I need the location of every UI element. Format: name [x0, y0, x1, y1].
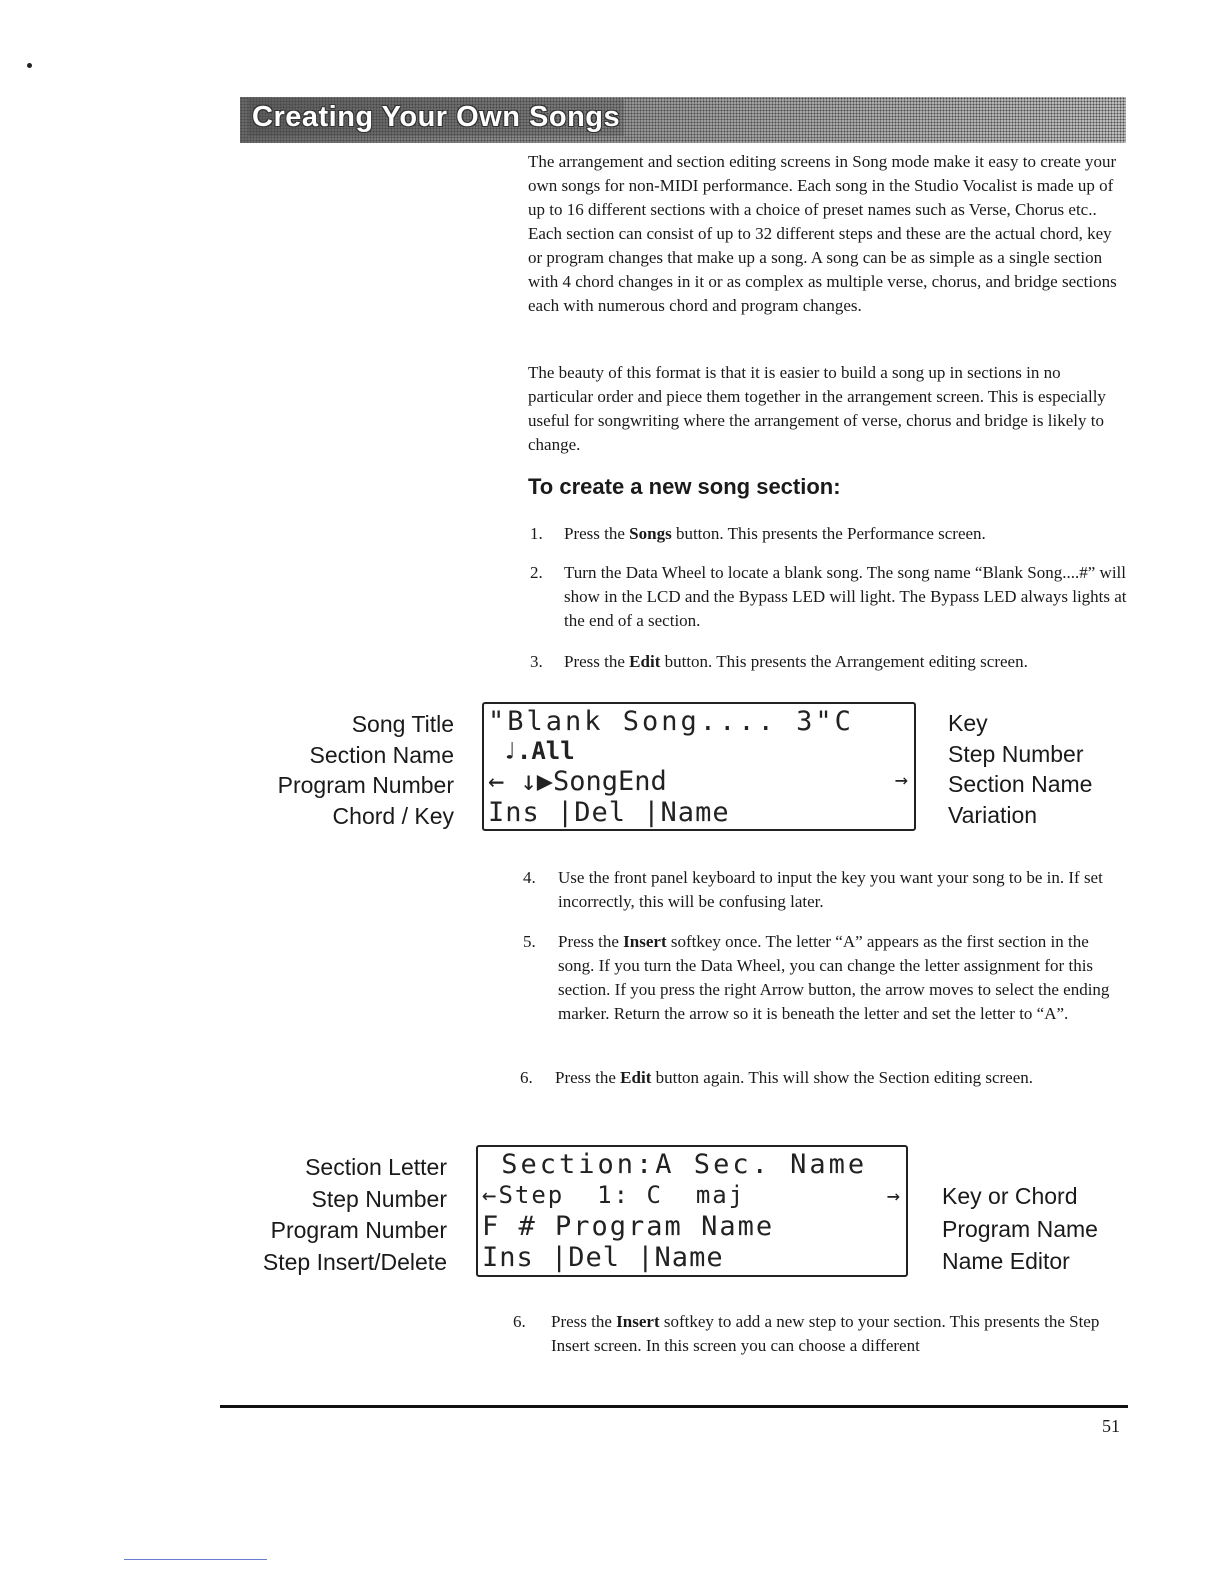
label-key-or-chord: Key or Chord: [942, 1183, 1078, 1209]
label-program-number: Program Number: [270, 1217, 447, 1243]
lcd-line: ←Step 1: C maj: [482, 1181, 746, 1209]
label-step-number: Step Number: [311, 1185, 447, 1212]
label-step-insert-delete: Step Insert/Delete: [262, 1248, 447, 1275]
footer-rule: [220, 1405, 1128, 1408]
lcd2-left-labels: [263, 1152, 447, 1278]
label-program-name: Program Name: [942, 1215, 1098, 1242]
label-key: Key: [948, 710, 988, 736]
lcd2-right-labels: [942, 1180, 1098, 1278]
step-item: 5. Press the Insert softkey once. The letter “A” appears as the first section in the song. If you turn the Data Wheel, you can change the letter assignment for this section. If you press the right Arrow button, the arrow moves to select the ending marker. Return the arrow so it is beneath the letter and set the letter to “A”.: [523, 932, 1110, 1023]
right-arrow-icon: →: [886, 1184, 900, 1209]
step-item: 6. Press the Edit button again. This will show the Section editing screen.: [520, 1068, 1034, 1087]
page-number: 51: [1102, 1416, 1120, 1436]
lcd-line: "Blank Song.... 3"C: [488, 706, 854, 737]
footer-mark: [124, 1559, 267, 1560]
label-name-editor: Name Editor: [942, 1248, 1070, 1274]
page-title: Creating Your Own Songs: [248, 99, 624, 136]
lcd-line: F # Program Name: [482, 1211, 775, 1242]
label-step-number: Step Number: [948, 740, 1084, 767]
lcd1-left-labels: [278, 709, 454, 831]
lcd-arrangement-screen: [482, 702, 916, 831]
label-section-name-right: Section Name: [948, 771, 1093, 797]
step-item: 1. Press the Songs button. This presents the Performance screen.: [530, 524, 986, 543]
intro-paragraph-2: The beauty of this format is that it is easier to build a song up in sections in no particular order and piece them together in the arrangement screen. This is especially useful for songwriting where the arrangement of verse, chorus and bridge is likely to change.: [528, 363, 1106, 454]
label-chord-key: Chord / Key: [332, 802, 454, 829]
section-banner: [240, 97, 1126, 143]
procedure-heading: To create a new song section:: [528, 474, 841, 499]
step-item: 6. Press the Insert softkey to add a new step to your section. This presents the Step Insert screen. In this screen you can choose a different: [513, 1312, 1100, 1355]
step-item: 2. Turn the Data Wheel to locate a blank song. The song name “Blank Song....#” will show in the LCD and the Bypass LED will light. The Bypass LED always lights at the end of a section.: [530, 563, 1127, 630]
label-section-letter: Section Letter: [305, 1154, 447, 1180]
lcd-line: ♩.All: [488, 737, 575, 765]
lcd-line: Section:A Sec. Name: [482, 1149, 868, 1180]
label-program-number: Program Number: [277, 772, 454, 798]
right-arrow-icon: →: [894, 768, 908, 793]
lcd-line: ← ↓▶SongEnd: [488, 766, 667, 797]
label-section-name: Section Name: [309, 741, 454, 768]
step-item: 4. Use the front panel keyboard to input the key you want your song to be in. If set incorrectly, this will be confusing later.: [523, 868, 1103, 911]
intro-paragraph-1: The arrangement and section editing screens in Song mode make it easy to create your own songs for non-MIDI performance. Each song in the Studio Vocalist is made up of up to 16 different sections with a choice of preset names such as Verse, Chorus etc.. Each section can consist of up to 32 different steps and these are the actual chord, key or program changes that make up a song. A song can be as simple as a single section with 4 chord changes in it or as complex as multiple verse, chorus, and bridge sections each with numerous chord and program changes.: [528, 152, 1117, 315]
lcd-section-screen: [476, 1145, 908, 1277]
lcd-softkey-line: Ins |Del |Name: [488, 797, 730, 828]
label-song-title: Song Title: [351, 711, 454, 737]
label-variation: Variation: [948, 801, 1038, 828]
lcd1-right-labels: [948, 708, 1092, 830]
step-item: 3. Press the Edit button. This presents the Arrangement editing screen.: [530, 652, 1028, 671]
lcd-softkey-line: Ins |Del |Name: [482, 1242, 724, 1273]
scan-mark: [27, 63, 32, 68]
